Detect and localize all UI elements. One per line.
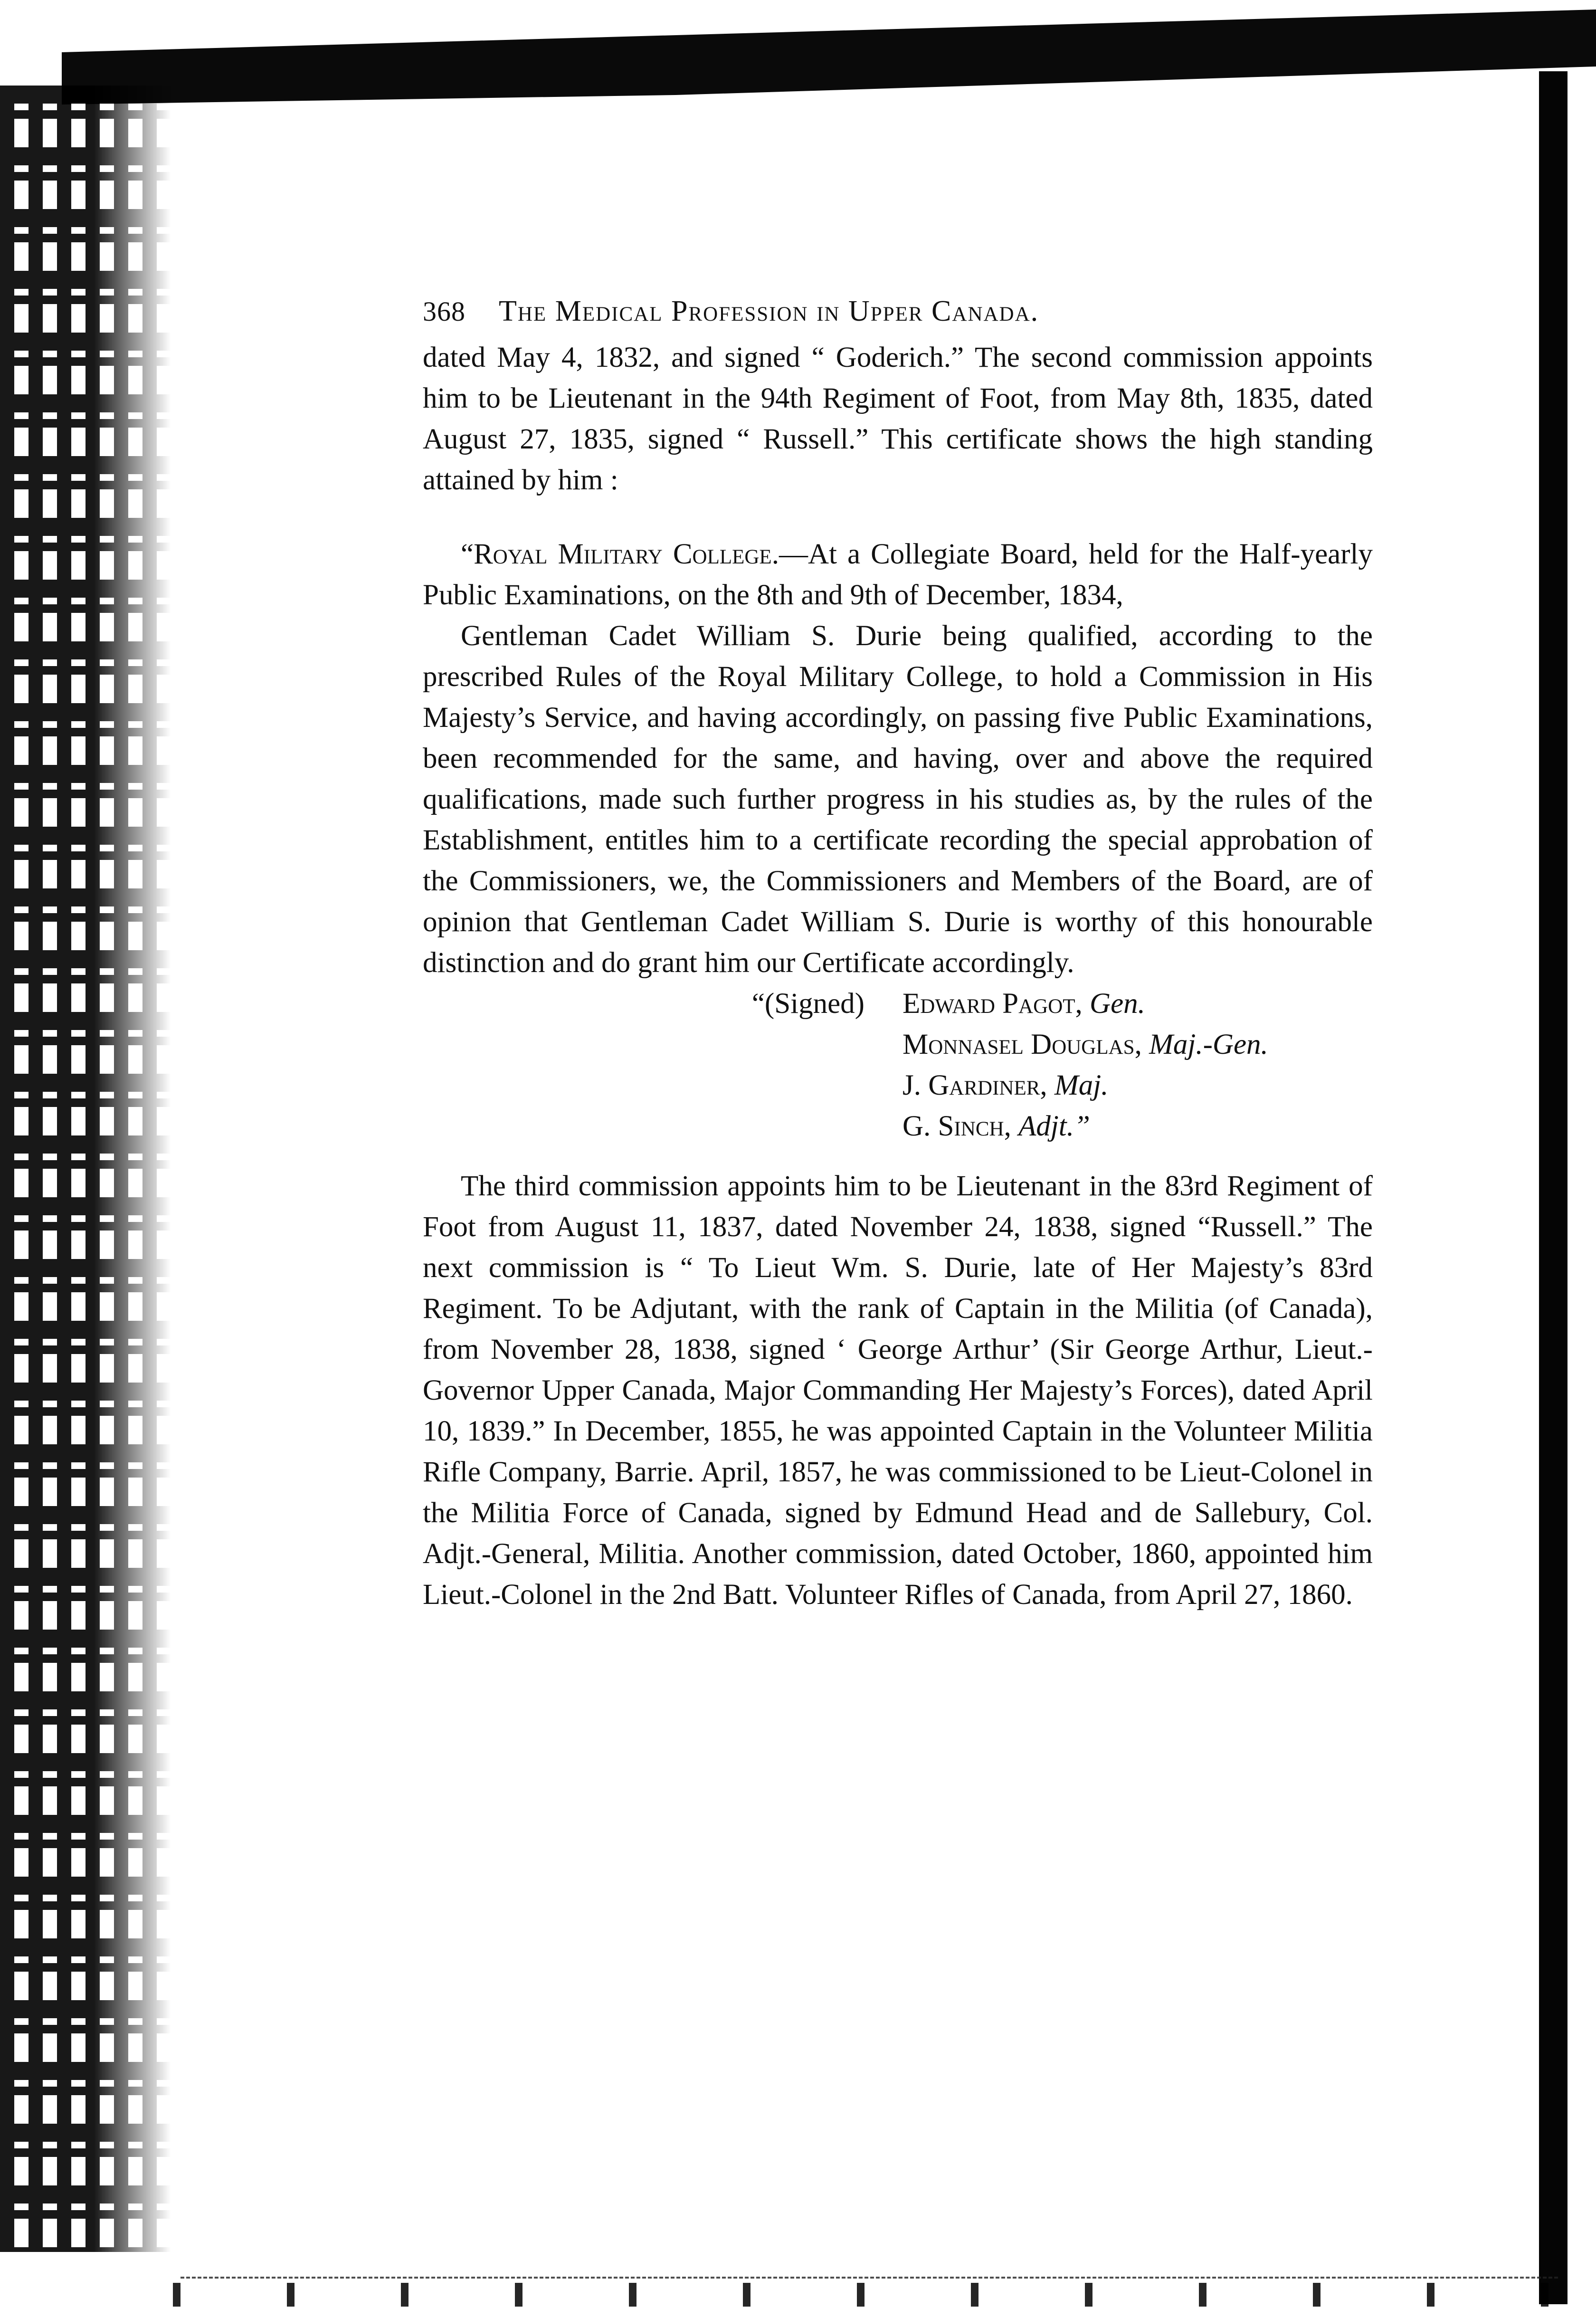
- spacer: [423, 501, 1373, 534]
- spacer: [423, 1147, 1373, 1166]
- scan-bottom-marks: [162, 2283, 1563, 2307]
- signatory-name: G. Sinch,: [902, 1110, 1011, 1142]
- quote-paragraph-1-text: —At a Collegiate Board, held for the Half-yearly Public Examinations, on the 8th and 9th of December, 1834,: [423, 538, 1373, 611]
- scan-left-edge-noise: [0, 86, 171, 2252]
- scan-top-border: [62, 10, 1596, 105]
- quote-paragraph-2: Gentleman Cadet William S. Durie being qualified, according to the prescribed Rules of the Royal Military College, to hold a Commission in His Majesty’s Service, and having accordingly, on passing five Public Examinations, been recommended for the same, and having, over and above the required qualifications, made such further progress in his studies as, by the rules of the Establishment, entitles him to a certificate recording the special approbation of the Commissioners, we, the Commissioners and Members of the Board, are of opinion that Gentleman Cadet William S. Durie is worthy of this honourable distinction and do grant him our Certificate accordingly.: [423, 620, 1373, 979]
- quote-paragraph-1: [423, 534, 1373, 616]
- signatory-name: J. Gardiner,: [902, 1069, 1047, 1101]
- paragraph-commissions-later: The third commission appoints him to be Lieutenant in the 83rd Regiment of Foot from August 11, 1837, dated November 24, 1838, signed “Russell.” The next commission is “ To Lieut Wm. S. Durie, late of Her Majesty’s 83rd Regiment. To be Adjutant, with the rank of Captain in the Militia (of Canada), from November 28, 1838, signed ‘ George Arthur’ (Sir George Arthur, Lieut.-Governor Upper Canada, Major Commanding Her Majesty’s Forces), dated April 10, 1839.” In December, 1855, he was appointed Captain in the Volunteer Militia Rifle Company, Barrie. April, 1857, he was commissioned to be Lieut-Colonel in the Militia Force of Canada, signed by Edmund Head and de Sallebury, Col. Adjt.-General, Militia. Another commission, dated October, 1860, appointed him Lieut.-Colonel in the 2nd Batt. Volunteer Rifles of Canada, from April 27, 1860.: [423, 1170, 1373, 1611]
- signature-entry: [902, 983, 1268, 1024]
- page-body: [423, 295, 1373, 1615]
- running-head: [423, 295, 1373, 337]
- signature-block: [423, 983, 1373, 1147]
- signature-entry: [902, 1106, 1268, 1147]
- signatory-rank: Maj.-Gen.: [1149, 1029, 1268, 1060]
- signatory-rank: Adjt.”: [1018, 1110, 1090, 1142]
- signature-list: [902, 983, 1268, 1147]
- signatory-name: Monnasel Douglas,: [902, 1029, 1142, 1060]
- page-number: 368: [423, 296, 466, 327]
- paragraph-commission-1: dated May 4, 1832, and signed “ Goderich.” The second commission appoints him to be Lieutenant in the 94th Regiment of Foot, from May 8th, 1835, dated August 27, 1835, signed “ Russell.” This certificate shows the high standing attained by him :: [423, 342, 1373, 496]
- signature-entry: [902, 1065, 1268, 1106]
- scan-bottom-dashes: [180, 2277, 1558, 2282]
- signatory-rank: Gen.: [1090, 988, 1145, 1020]
- running-title: The Medical Profession in Upper Canada.: [499, 295, 1039, 327]
- quote-heading: “Royal Military College.: [461, 538, 779, 570]
- signature-entry: [902, 1024, 1268, 1065]
- scan-right-edge: [1539, 71, 1568, 2304]
- signatory-name: Edward Pagot,: [902, 988, 1083, 1020]
- signed-label: “(Signed): [751, 988, 864, 1020]
- signatory-rank: Maj.: [1054, 1069, 1109, 1101]
